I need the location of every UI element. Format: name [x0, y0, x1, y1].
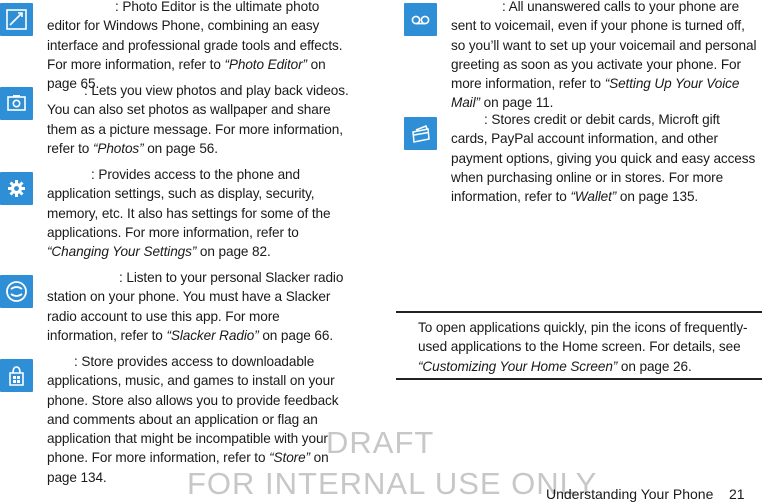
photo-editor-reference: “Photo Editor” — [224, 56, 307, 72]
photo-editor-icon — [0, 3, 33, 36]
photos-reference: “Photos” — [92, 140, 144, 156]
slacker-radio-description: : Listen to your personal Slacker radio station on your phone. You must have a Slacker radio account to use this app. For more information, refer to “Slacker Radio” on page 66. — [47, 270, 344, 343]
photos-description: : Lets you view photos and play back videos. You can also set photos as wallpaper and share them as a picture message. For more information, refer to “Photos” on page 56. — [47, 83, 349, 156]
internal-use-watermark: FOR INTERNAL USE ONLY — [187, 466, 598, 501]
page-number: 21 — [729, 486, 745, 502]
tip-reference: “Customizing Your Home Screen” — [418, 358, 618, 374]
slacker-radio-icon — [0, 275, 33, 308]
store-icon — [0, 359, 33, 392]
wallet-description: : Stores credit or debit cards, Microft gift cards, PayPal account information, and other payment options, giving you quick and easy access when purchasing online or in stores. For more information, refer to “Wallet” on page 135. — [451, 112, 756, 205]
store-reference: “Store” — [269, 450, 310, 466]
voicemail-description: : All unanswered calls to your phone are sent to voicemail, even if your phone is turned off, so you’ll want to set up your voicemail and personal greeting as soon as you activate your phone. For more information, refer to “Setting Up Your Voice Mail” on page 11. — [451, 0, 757, 111]
gear-icon — [0, 172, 33, 205]
footer-section-title: Understanding Your Phone — [546, 486, 714, 502]
photo-editor-description: : Photo Editor is the ultimate photo editor for Windows Phone, combining an easy interface and professional grade tools and effects. For more information, refer to “Photo Editor” on page 65. — [47, 0, 343, 92]
slacker-radio-reference: “Slacker Radio” — [166, 327, 259, 343]
camera-icon — [0, 87, 33, 120]
wallet-icon — [404, 117, 437, 150]
tip-text: To open applications quickly, pin the icons of frequently-used applications to the Home screen. For details, see “Customizing Your Home Screen” on page 26. — [418, 320, 748, 374]
tip-bottom-rule — [396, 378, 762, 380]
voicemail-reference: “Setting Up Your Voice Mail” — [451, 76, 740, 111]
settings-reference: “Changing Your Settings” — [47, 244, 197, 260]
draft-watermark: DRAFT — [326, 425, 435, 460]
settings-description: : Provides access to the phone and application settings, such as display, security, memory, etc. It also has settings for some of the applications. For more information, refer to “Changing Your Settings” on page 82. — [47, 167, 331, 260]
wallet-reference: “Wallet” — [570, 189, 617, 205]
tip-top-rule — [396, 311, 762, 313]
voicemail-icon — [404, 3, 437, 36]
store-description: : Store provides access to downloadable applications, music, and games to install on your phone. Store also allows you to provide feedback and comments about an application or flag an application that might be incompatible with your phone. For more information, refer to “Store” on page 134. — [47, 354, 339, 485]
